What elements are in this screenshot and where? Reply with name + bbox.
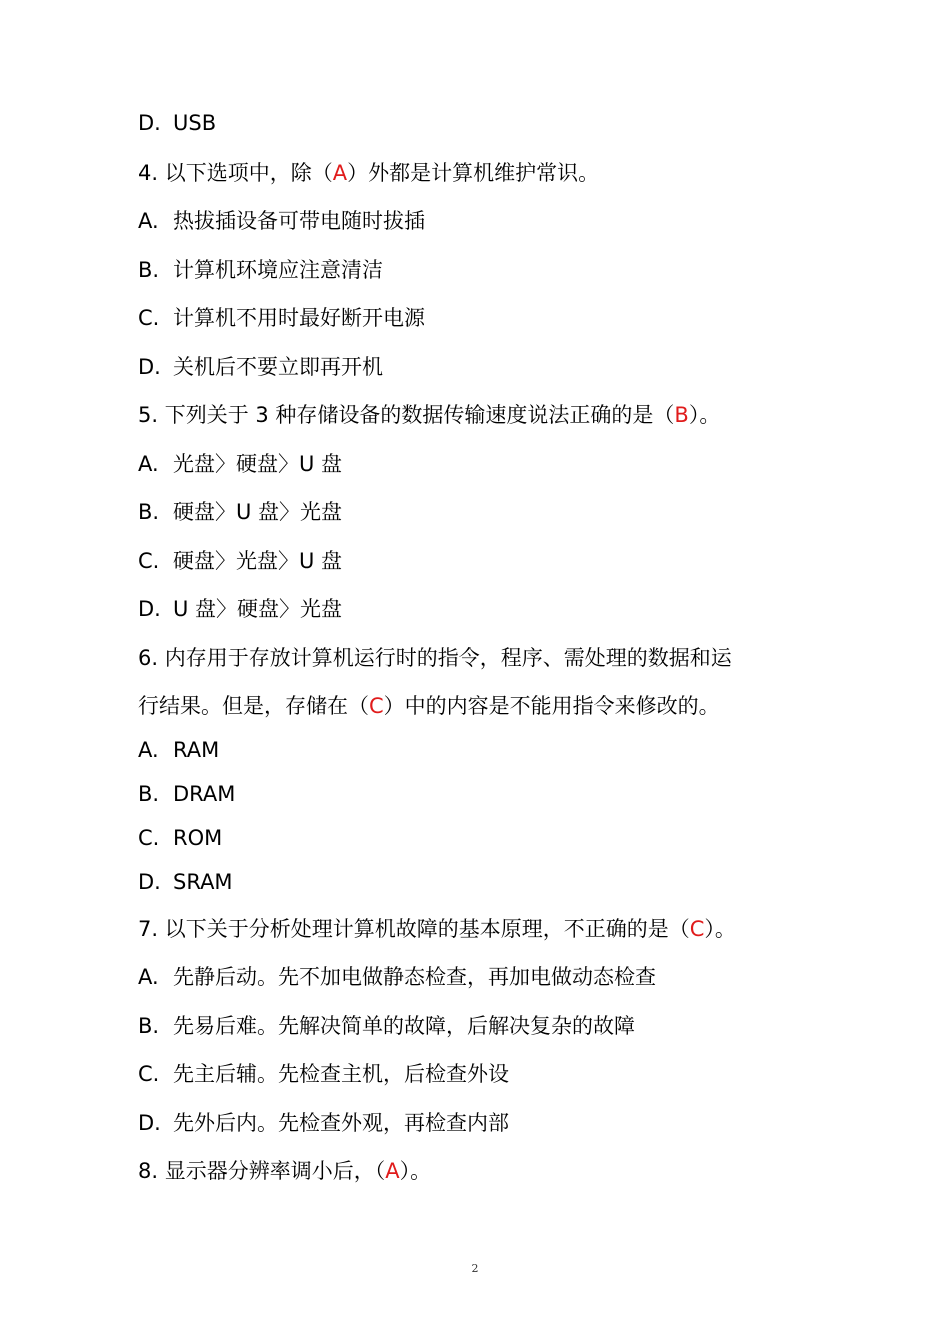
- option-text: ROM: [173, 826, 223, 850]
- option-letter: A.: [138, 209, 159, 233]
- option-letter: C.: [138, 826, 160, 850]
- answer-mark: B: [674, 403, 689, 427]
- option-letter: D.: [138, 597, 161, 621]
- stem-after: ）中的内容是不能用指令来修改的。: [383, 694, 720, 718]
- stem-after: ）。: [704, 917, 736, 941]
- page-number: 2: [471, 1262, 479, 1275]
- option-text: 光盘〉硬盘〉U 盘: [173, 452, 343, 476]
- stem-after: ）。: [399, 1159, 432, 1183]
- option-letter: B.: [138, 500, 160, 524]
- option-text: 先静后动。先不加电做静态检查，再加电做动态检查: [173, 965, 656, 989]
- stem-after: ）。: [688, 403, 721, 427]
- option-letter: C.: [138, 306, 160, 330]
- option-text: U 盘〉硬盘〉光盘: [173, 597, 343, 621]
- question-6-stem-line-1: [138, 644, 732, 672]
- option-text: 先外后内。先检查外观，再检查内部: [173, 1111, 509, 1135]
- stem-line-1: 6. 内存用于存放计算机运行时的指令，程序、需处理的数据和运: [138, 646, 732, 670]
- option-letter: B.: [138, 782, 160, 806]
- q5-option-a: [138, 450, 342, 478]
- q7-option-a: [138, 963, 656, 991]
- q7-option-d: [138, 1109, 509, 1137]
- option-letter: A.: [138, 738, 159, 762]
- option-text: 硬盘〉U 盘〉光盘: [173, 500, 343, 524]
- q6-option-a: [138, 736, 219, 764]
- question-6-stem-line-2: [138, 692, 720, 720]
- option-letter: D.: [138, 111, 161, 135]
- option-letter: D.: [138, 1111, 161, 1135]
- option-letter: C.: [138, 1062, 160, 1086]
- q7-option-b: [138, 1012, 635, 1040]
- option-text: SRAM: [173, 870, 233, 894]
- answer-mark: C: [689, 917, 705, 941]
- option-letter: D.: [138, 870, 161, 894]
- option-text: DRAM: [173, 782, 236, 806]
- q5-option-c: [138, 547, 342, 575]
- stem-before: 行结果。但是，存储在（: [138, 694, 369, 718]
- option-text: 硬盘〉光盘〉U 盘: [173, 549, 343, 573]
- question-8-stem: [138, 1157, 431, 1185]
- stem-before: 8. 显示器分辨率调小后，（: [138, 1159, 386, 1183]
- q7-option-c: [138, 1060, 509, 1088]
- option-letter: B.: [138, 1014, 160, 1038]
- q6-option-c: [138, 824, 222, 852]
- option-text: RAM: [173, 738, 220, 762]
- option-letter: C.: [138, 549, 160, 573]
- q4-option-d: [138, 353, 383, 381]
- answer-mark: C: [369, 694, 384, 718]
- question-4-stem: [138, 159, 599, 187]
- question-5-stem: [138, 401, 720, 429]
- stem-before: 7. 以下关于分析处理计算机故障的基本原理，不正确的是（: [138, 917, 690, 941]
- option-text: 计算机不用时最好断开电源: [173, 306, 425, 330]
- stem-before: 4. 以下选项中，除（: [138, 161, 333, 185]
- option-text: 热拔插设备可带电随时拔插: [173, 209, 425, 233]
- option-text: 先主后辅。先检查主机，后检查外设: [173, 1062, 509, 1086]
- q6-option-d: [138, 868, 233, 896]
- q5-option-b: [138, 498, 342, 526]
- stem-before: 5. 下列关于 3 种存储设备的数据传输速度说法正确的是（: [138, 403, 675, 427]
- option-letter: B.: [138, 258, 160, 282]
- question-7-stem: [138, 915, 736, 943]
- q6-option-b: [138, 780, 235, 808]
- option-letter: D.: [138, 355, 161, 379]
- stem-after: ）外都是计算机维护常识。: [347, 161, 600, 185]
- option-letter: A.: [138, 965, 159, 989]
- option-text: 计算机环境应注意清洁: [173, 258, 383, 282]
- option-text: 关机后不要立即再开机: [173, 355, 383, 379]
- q5-option-d: [138, 595, 342, 623]
- option-text: 先易后难。先解决简单的故障，后解决复杂的故障: [173, 1014, 635, 1038]
- q4-option-a: [138, 207, 425, 235]
- answer-mark: A: [332, 161, 348, 185]
- option-text: USB: [173, 111, 217, 135]
- q3-option-d: [138, 109, 216, 137]
- answer-mark: A: [385, 1159, 400, 1183]
- q4-option-c: [138, 304, 425, 332]
- option-letter: A.: [138, 452, 159, 476]
- q4-option-b: [138, 256, 383, 284]
